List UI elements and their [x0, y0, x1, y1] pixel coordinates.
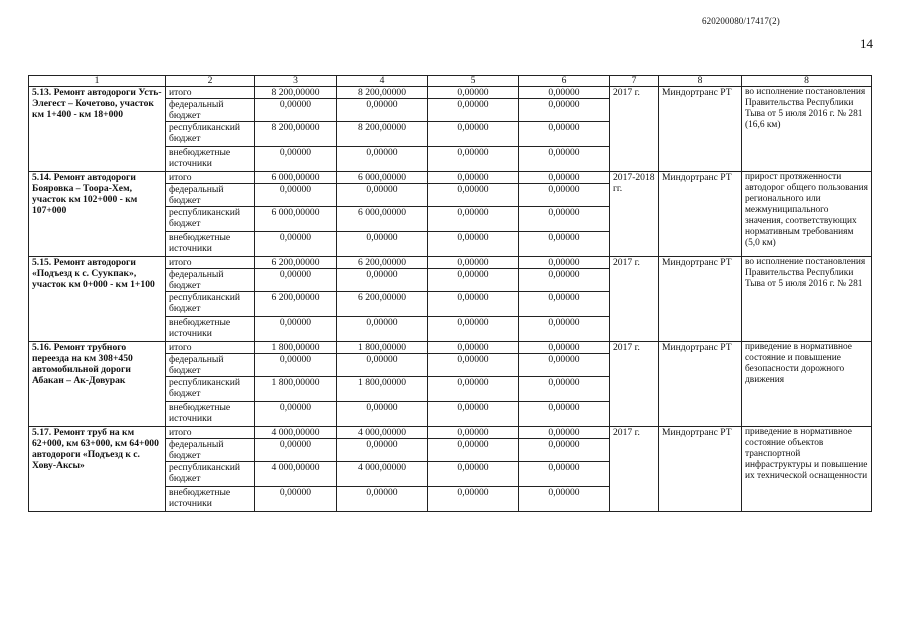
header-cell: 7 [610, 76, 659, 87]
funding-source-cell: федеральный бюджет [166, 269, 255, 292]
value-cell: 0,00000 [255, 184, 337, 207]
object-name-cell: 5.14. Ремонт автодороги Бояровка – Тоора-Хем, участок км 102+000 - км 107+000 [29, 172, 166, 257]
result-note-cell: приведение в нормативное состояние и повышение безопасности дорожного движения [742, 342, 872, 427]
value-cell: 0,00000 [428, 427, 519, 439]
value-cell: 0,00000 [428, 87, 519, 99]
header-cell: 8 [659, 76, 742, 87]
value-cell: 0,00000 [519, 172, 610, 184]
value-cell: 0,00000 [519, 269, 610, 292]
value-cell: 0,00000 [519, 377, 610, 402]
value-cell: 1 800,00000 [255, 342, 337, 354]
funding-source-cell: федеральный бюджет [166, 354, 255, 377]
result-note-cell: прирост протяженности автодорог общего пользования регионального или межмуниципального значения, соответствующих нормативным требованиям (5,0 км) [742, 172, 872, 257]
value-cell: 0,00000 [337, 99, 428, 122]
value-cell: 0,00000 [519, 439, 610, 462]
value-cell: 0,00000 [428, 377, 519, 402]
value-cell: 1 800,00000 [337, 377, 428, 402]
value-cell: 0,00000 [428, 184, 519, 207]
value-cell: 0,00000 [428, 402, 519, 427]
funding-source-cell: республиканский бюджет [166, 462, 255, 487]
value-cell: 0,00000 [337, 147, 428, 172]
value-cell: 8 200,00000 [337, 122, 428, 147]
value-cell: 0,00000 [337, 317, 428, 342]
table-body [29, 76, 872, 512]
program-table [28, 75, 872, 512]
value-cell: 0,00000 [428, 207, 519, 232]
funding-source-cell: федеральный бюджет [166, 184, 255, 207]
year-cell: 2017 г. [610, 342, 659, 427]
value-cell: 0,00000 [255, 439, 337, 462]
object-name-cell: 5.13. Ремонт автодороги Усть-Элегест – Кочетово, участок км 1+400 - км 18+000 [29, 87, 166, 172]
value-cell: 0,00000 [428, 122, 519, 147]
object-name-cell: 5.16. Ремонт трубного переезда на км 308+450 автомобильной дороги Абакан – Ак-Довурак [29, 342, 166, 427]
funding-source-cell: итого [166, 257, 255, 269]
value-cell: 0,00000 [428, 147, 519, 172]
year-cell: 2017 г. [610, 427, 659, 512]
table-row [29, 427, 872, 439]
value-cell: 6 000,00000 [255, 172, 337, 184]
value-cell: 1 800,00000 [255, 377, 337, 402]
document-id: 620200080/17417(2) [702, 16, 780, 26]
value-cell: 4 000,00000 [255, 427, 337, 439]
value-cell: 4 000,00000 [337, 462, 428, 487]
table-row [29, 87, 872, 99]
value-cell: 6 200,00000 [337, 257, 428, 269]
result-note-cell: во исполнение постановления Правительства Республики Тыва от 5 июля 2016 г. № 281 [742, 257, 872, 342]
value-cell: 6 000,00000 [255, 207, 337, 232]
value-cell: 0,00000 [519, 462, 610, 487]
funding-source-cell: внебюджетные источники [166, 317, 255, 342]
value-cell: 0,00000 [428, 232, 519, 257]
executor-cell: Миндортранс РТ [659, 427, 742, 512]
value-cell: 0,00000 [255, 354, 337, 377]
value-cell: 0,00000 [519, 487, 610, 512]
funding-source-cell: итого [166, 87, 255, 99]
value-cell: 8 200,00000 [255, 122, 337, 147]
year-cell: 2017 г. [610, 257, 659, 342]
value-cell: 6 000,00000 [337, 172, 428, 184]
funding-source-cell: внебюджетные источники [166, 232, 255, 257]
funding-source-cell: республиканский бюджет [166, 377, 255, 402]
value-cell: 0,00000 [519, 87, 610, 99]
value-cell: 0,00000 [428, 354, 519, 377]
value-cell: 0,00000 [337, 184, 428, 207]
funding-source-cell: итого [166, 172, 255, 184]
value-cell: 0,00000 [519, 99, 610, 122]
value-cell: 0,00000 [519, 427, 610, 439]
value-cell: 8 200,00000 [255, 87, 337, 99]
value-cell: 0,00000 [519, 257, 610, 269]
page-number: 14 [860, 36, 873, 51]
header-cell: 6 [519, 76, 610, 87]
value-cell: 0,00000 [428, 462, 519, 487]
funding-source-cell: республиканский бюджет [166, 292, 255, 317]
value-cell: 6 200,00000 [255, 257, 337, 269]
value-cell: 0,00000 [255, 147, 337, 172]
value-cell: 0,00000 [337, 402, 428, 427]
value-cell: 0,00000 [255, 269, 337, 292]
value-cell: 0,00000 [519, 207, 610, 232]
result-note-cell: приведение в нормативное состояние объектов транспортной инфраструктуры и повышение их технической оснащенности [742, 427, 872, 512]
value-cell: 0,00000 [428, 342, 519, 354]
value-cell: 0,00000 [337, 269, 428, 292]
value-cell: 1 800,00000 [337, 342, 428, 354]
value-cell: 4 000,00000 [255, 462, 337, 487]
value-cell: 0,00000 [519, 342, 610, 354]
executor-cell: Миндортранс РТ [659, 87, 742, 172]
year-cell: 2017-2018 гг. [610, 172, 659, 257]
funding-source-cell: республиканский бюджет [166, 122, 255, 147]
year-cell: 2017 г. [610, 87, 659, 172]
value-cell: 4 000,00000 [337, 427, 428, 439]
table-row [29, 172, 872, 184]
table-row [29, 257, 872, 269]
value-cell: 0,00000 [255, 317, 337, 342]
object-name-cell: 5.17. Ремонт труб на км 62+000, км 63+000, км 64+000 автодороги «Подъезд к с. Хову-Аксы» [29, 427, 166, 512]
funding-source-cell: федеральный бюджет [166, 99, 255, 122]
value-cell: 0,00000 [428, 269, 519, 292]
value-cell: 0,00000 [519, 317, 610, 342]
value-cell: 0,00000 [519, 292, 610, 317]
funding-source-cell: внебюджетные источники [166, 487, 255, 512]
funding-source-cell: итого [166, 342, 255, 354]
header-cell: 3 [255, 76, 337, 87]
value-cell: 0,00000 [428, 257, 519, 269]
value-cell: 6 200,00000 [337, 292, 428, 317]
value-cell: 6 200,00000 [255, 292, 337, 317]
value-cell: 6 000,00000 [337, 207, 428, 232]
value-cell: 0,00000 [519, 122, 610, 147]
header-cell: 1 [29, 76, 166, 87]
value-cell: 0,00000 [428, 99, 519, 122]
table-row [29, 342, 872, 354]
value-cell: 0,00000 [519, 147, 610, 172]
result-note-cell: во исполнение постановления Правительства Республики Тыва от 5 июля 2016 г. № 281 (16,6 км) [742, 87, 872, 172]
value-cell: 0,00000 [337, 354, 428, 377]
value-cell: 8 200,00000 [337, 87, 428, 99]
value-cell: 0,00000 [255, 99, 337, 122]
value-cell: 0,00000 [428, 172, 519, 184]
executor-cell: Миндортранс РТ [659, 257, 742, 342]
header-cell: 4 [337, 76, 428, 87]
value-cell: 0,00000 [255, 487, 337, 512]
value-cell: 0,00000 [519, 402, 610, 427]
funding-source-cell: итого [166, 427, 255, 439]
header-cell: 2 [166, 76, 255, 87]
executor-cell: Миндортранс РТ [659, 342, 742, 427]
value-cell: 0,00000 [428, 487, 519, 512]
value-cell: 0,00000 [519, 184, 610, 207]
funding-source-cell: внебюджетные источники [166, 147, 255, 172]
value-cell: 0,00000 [519, 354, 610, 377]
value-cell: 0,00000 [255, 232, 337, 257]
value-cell: 0,00000 [519, 232, 610, 257]
value-cell: 0,00000 [337, 487, 428, 512]
value-cell: 0,00000 [428, 317, 519, 342]
header-cell: 5 [428, 76, 519, 87]
funding-source-cell: республиканский бюджет [166, 207, 255, 232]
executor-cell: Миндортранс РТ [659, 172, 742, 257]
value-cell: 0,00000 [428, 439, 519, 462]
object-name-cell: 5.15. Ремонт автодороги «Подъезд к с. Суукпак», участок км 0+000 - км 1+100 [29, 257, 166, 342]
value-cell: 0,00000 [428, 292, 519, 317]
funding-source-cell: федеральный бюджет [166, 439, 255, 462]
header-cell: 8 [742, 76, 872, 87]
value-cell: 0,00000 [337, 232, 428, 257]
value-cell: 0,00000 [255, 402, 337, 427]
funding-source-cell: внебюджетные источники [166, 402, 255, 427]
header-row [29, 76, 872, 87]
value-cell: 0,00000 [337, 439, 428, 462]
